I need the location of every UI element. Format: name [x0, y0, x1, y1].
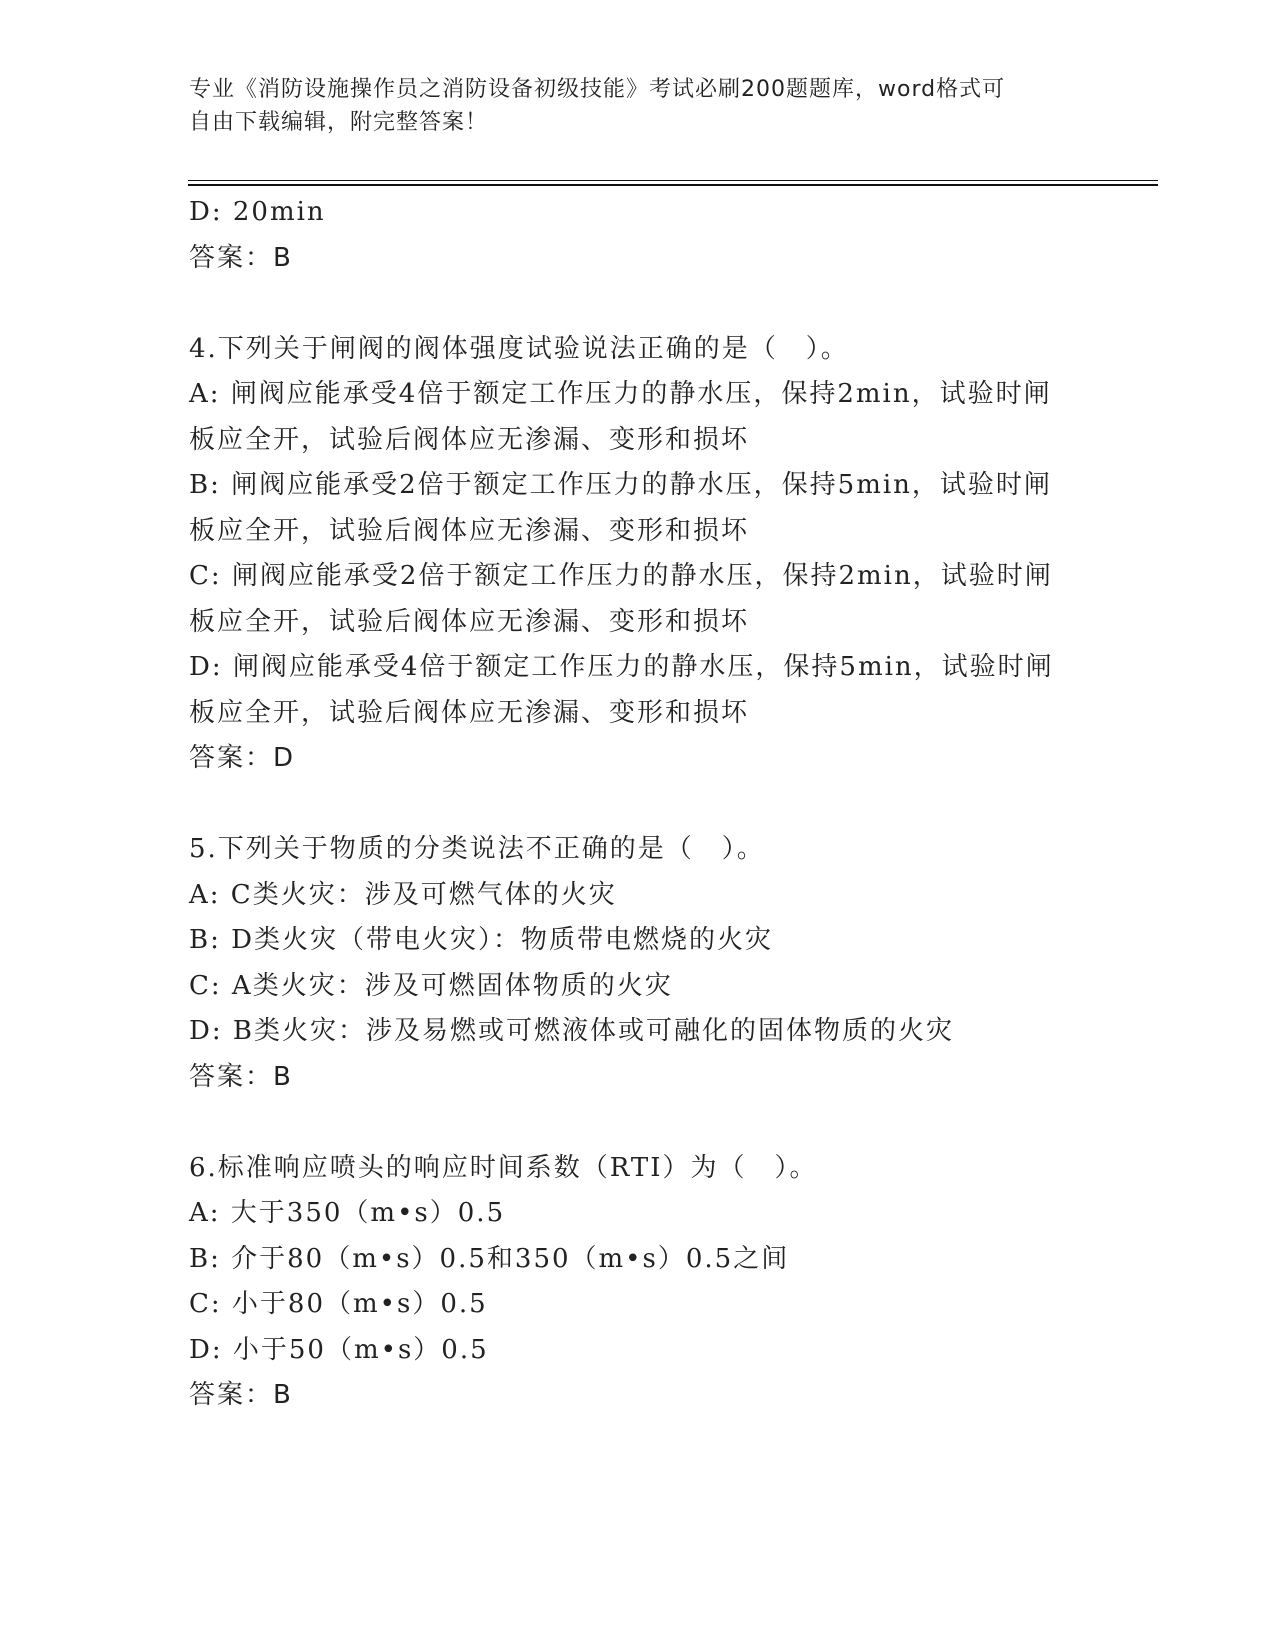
q4-option-b-line2: 板应全开，试验后阀体应无渗漏、变形和损坏 — [189, 515, 750, 546]
question-3-tail — [189, 190, 1089, 281]
q5-option-d: D: B类火灾：涉及易燃或可燃液体或可融化的固体物质的火灾 — [189, 1016, 954, 1046]
q6-option-a: A: 大于350（m•s）0.5 — [189, 1198, 506, 1228]
q6-answer: 答案：B — [189, 1380, 293, 1410]
header-line-2: 自由下载编辑，附完整答案！ — [189, 110, 489, 135]
q5-answer: 答案：B — [189, 1061, 293, 1092]
document-header — [189, 73, 1069, 139]
q5-stem: 5.下列关于物质的分类说法不正确的是（ ）。 — [189, 834, 765, 864]
q4-option-b-line1: B: 闸阀应能承受2倍于额定工作压力的静水压，保持5min，试验时闸 — [189, 470, 1052, 500]
q4-option-c-line1: C: 闸阀应能承受2倍于额定工作压力的静水压，保持2min，试验时闸 — [189, 561, 1053, 591]
q6-option-c: C: 小于80（m•s）0.5 — [189, 1289, 488, 1319]
q6-option-b: B: 介于80（m•s）0.5和350（m•s）0.5之间 — [189, 1243, 790, 1274]
q5-option-b: B: D类火灾（带电火灾）：物质带电燃烧的火灾 — [189, 925, 773, 955]
header-rule-thin — [188, 180, 1158, 181]
q4-answer: 答案：D — [189, 743, 296, 773]
header-line-1: 专业《消防设施操作员之消防设备初级技能》考试必刷200题题库，word格式可 — [189, 77, 1006, 102]
q4-option-a-line1: A: 闸阀应能承受4倍于额定工作压力的静水压，保持2min，试验时闸 — [189, 379, 1052, 409]
question-5 — [189, 827, 1089, 1100]
question-6 — [189, 1146, 1089, 1419]
header-rule-thick — [188, 184, 1158, 186]
q4-option-d-line2: 板应全开，试验后阀体应无渗漏、变形和损坏 — [189, 697, 750, 728]
q4-stem: 4.下列关于闸阀的阀体强度试验说法正确的是（ ）。 — [189, 333, 849, 364]
q5-option-a: A: C类火灾：涉及可燃气体的火灾 — [189, 879, 617, 910]
q6-stem: 6.标准响应喷头的响应时间系数（RTI）为（ ）。 — [189, 1152, 818, 1183]
q4-option-c-line2: 板应全开，试验后阀体应无渗漏、变形和损坏 — [189, 606, 750, 637]
question-4 — [189, 327, 1089, 782]
q6-option-d: D: 小于50（m•s）0.5 — [189, 1334, 489, 1365]
spacer — [189, 782, 1089, 828]
q3-answer: 答案：B — [189, 242, 293, 273]
document-body — [189, 190, 1089, 1419]
spacer — [189, 281, 1089, 327]
q5-option-c: C: A类火灾：涉及可燃固体物质的火灾 — [189, 970, 673, 1001]
spacer — [189, 1100, 1089, 1146]
q4-option-d-line1: D: 闸阀应能承受4倍于额定工作压力的静水压，保持5min，试验时闸 — [189, 652, 1054, 682]
q4-option-a-line2: 板应全开，试验后阀体应无渗漏、变形和损坏 — [189, 424, 750, 455]
q3-option-d: D: 20min — [189, 197, 326, 227]
